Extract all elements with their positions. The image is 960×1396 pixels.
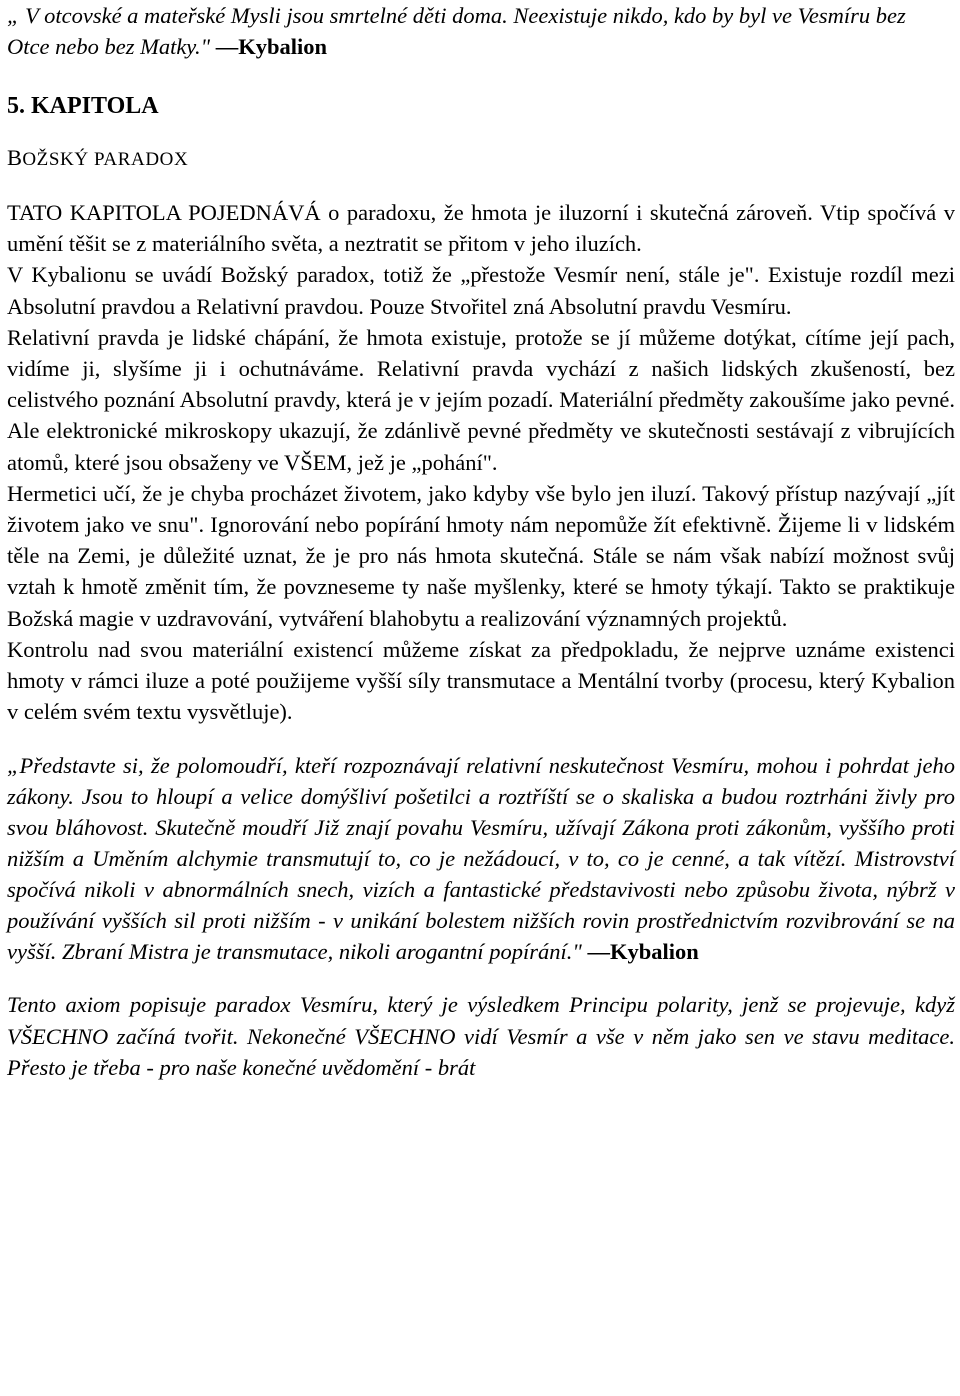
paragraph: Relativní pravda je lidské chápání, že hmota existuje, protože se jí můžeme dotýkat, cítíme její pach, vidíme ji, slyšíme ji i ochutnáváme. Relativní pravda vychází z našich lidských zkušeností, bez celistvého poznání Absolutní pravdy, která je v jejím pozadí. Materiální předměty zakoušíme jako pevné. Ale elektronické mikroskopy ukazují, že zdánlivě pevné předměty ve skutečnosti sestávají z vibrujících atomů, které jsou obsaženy ve VŠEM, jež je „pohání". — [7, 324, 955, 475]
kybalion-quote — [7, 750, 955, 967]
chapter-heading — [7, 90, 955, 122]
opening-quote — [7, 0, 955, 62]
opening-quote-text-end: Otce nebo bez Matky." — [7, 34, 216, 59]
paragraph: V Kybalionu se uvádí Božský paradox, totiž že „přestože Vesmír není, stále je". Existuje rozdíl mezi Absolutní pravdou a Relativní pravdou. Pouze Stvořitel zná Absolutní pravdu Vesmíru. — [7, 262, 955, 319]
chapter-label: KAPITOLA — [31, 93, 159, 119]
opening-quote-attribution: —Kybalion — [215, 34, 328, 59]
chapter-title — [7, 142, 955, 175]
paragraph: TATO KAPITOLA POJEDNÁVÁ o paradoxu, že hmota je iluzorní i skutečná zároveň. Vtip spočívá v umění těšit se z materiálního světa, a neztratit se přitom v jeho iluzích. — [7, 200, 955, 257]
kybalion-quote-attribution: —Kybalion — [587, 939, 699, 965]
chapter-title-rest: OŽSKÝ PARADOX — [22, 149, 189, 170]
kybalion-quote-text: „Představte si, že polomoudří, kteří rozpoznávají relativní neskutečnost Vesmíru, mohou i pohrdat jeho zákony. Jsou to hloupí a velice domýšliví pošetilci a roztříští se o skaliska a budou roztrháni živly pro svou bláhovost. Skutečně moudří Již znají povahu Vesmíru, užívají Zákona proti zákonům, vyššího proti nižším a Uměním alchymie transmutují to, co je nežádoucí, v to, co je cenné, a tak vítězí. Mistrovství spočívá nikoli v abnormálních snech, vizích a fantastické představivosti nebo způsobu života, nýbrž v používání vyšších sil proti nižším - v unikání bolestem nižších rovin prostřednictvím rozvibrování se na vyšší. Zbraní Mistra je transmutace, nikoli arogantní popírání." — [7, 753, 955, 965]
paragraph: Kontrolu nad svou materiální existencí můžeme získat za předpokladu, že nejprve uznáme existenci hmoty v rámci iluze a poté použijeme vyšší síly transmutace a Mentální tvorby (procesu, který Kybalion v celém svém textu vysvětluje). — [7, 636, 955, 725]
closing-paragraph: Tento axiom popisuje paradox Vesmíru, který je výsledkem Principu polarity, jenž se projevuje, když VŠECHNO začíná tvořit. Nekonečné VŠECHNO vidí Vesmír a vše v něm jako sen ve stavu meditace. Přesto je třeba - pro naše konečné uvědomění - brát — [7, 992, 955, 1080]
opening-quote-text: „ V otcovské a mateřské Mysli jsou smrtelné děti doma. Neexistuje nikdo, kdo by byl ve Vesmíru bez — [7, 3, 906, 28]
paragraph: Hermetici učí, že je chyba procházet životem, jako kdyby vše bylo jen iluzí. Takový přístup nazývají „jít životem jako ve snu". Ignorování nebo popírání hmoty nám nepomůže žít efektivně. Žijeme li v lidském těle na Zemi, je důležité uznat, že je pro nás hmota skutečná. Stále se nám však nabízí možnost svůj vztah k hmotě změnit tím, že povzneseme ty naše myšlenky, které se hmoty týkají. Takto se praktikuje Božská magie v uzdravování, vytváření blahobytu a realizování významných projektů. — [7, 480, 955, 631]
chapter-number: 5. — [7, 93, 31, 119]
chapter-title-initial: B — [7, 145, 23, 170]
